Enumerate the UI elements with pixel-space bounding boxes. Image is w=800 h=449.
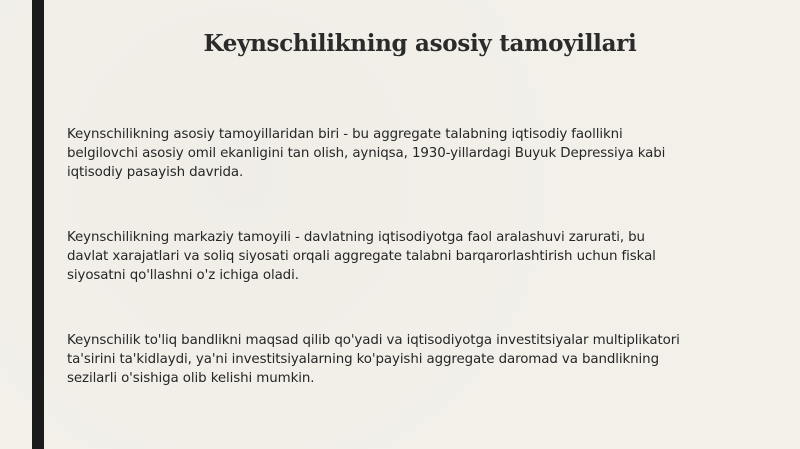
paragraph-2 [67, 228, 767, 285]
paragraph-line: sezilarli o'sishiga olib kelishi mumkin. [67, 371, 315, 386]
paragraph-line: Keynschilik to'liq bandlikni maqsad qilib qo'yadi va iqtisodiyotga investitsiyalar multiplikatori [67, 333, 680, 348]
paragraph-line: ta'sirini ta'kidlaydi, ya'ni investitsiyalarning ko'payishi aggregate daromad va bandlikning [67, 352, 659, 367]
paragraph-line: Keynschilikning asosiy tamoyillaridan biri - bu aggregate talabning iqtisodiy faollikni [67, 127, 623, 142]
accent-bar [32, 0, 44, 449]
paragraph-line: belgilovchi asosiy omil ekanligini tan olish, ayniqsa, 1930-yillardagi Buyuk Depressiya kabi [67, 146, 666, 161]
paragraph-line: siyosatni qo'llashni o'z ichiga oladi. [67, 268, 299, 283]
paragraph-3 [67, 331, 767, 388]
slide-title: Keynschilikning asosiy tamoyillari [203, 30, 637, 57]
paragraph-line: Keynschilikning markaziy tamoyili - davlatning iqtisodiyotga faol aralashuvi zarurati, bu [67, 230, 645, 245]
paragraph-line: davlat xarajatlari va soliq siyosati orqali aggregate talabni barqarorlashtirish uchun fiskal [67, 249, 656, 264]
paragraph-1 [67, 125, 767, 182]
paragraph-line: iqtisodiy pasayish davrida. [67, 165, 244, 180]
